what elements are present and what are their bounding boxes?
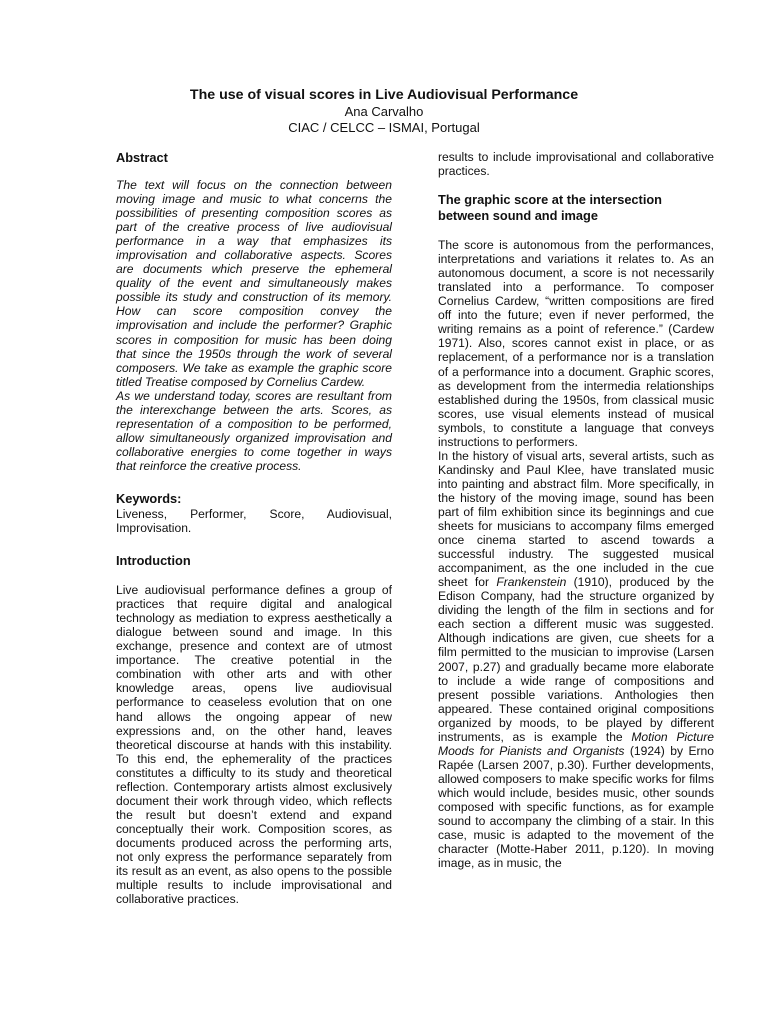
author-name: Ana Carvalho xyxy=(344,104,424,119)
graphic-score-paragraph-2 xyxy=(438,449,714,870)
paper-title: The use of visual scores in Live Audiovisual Performance xyxy=(189,87,579,103)
keywords-heading: Keywords: xyxy=(116,490,182,506)
abstract-heading: Abstract xyxy=(116,150,168,165)
paragraph-text: (1910), produced by the Edison Company, had the structure organized by dividing the length of the film in sections and for each section a different music was suggested. Although indications are given, cue sheets for a film permitted to the musician to improvise (Larsen 2007, p.27) and gradually became more elaborate to include a wide range of compositions and present possible variations. Anthologies then appeared. These contained original compositions organized by moods, to be played by different instruments, as is example the xyxy=(438,575,715,744)
continued-text: results to include improvisational and collaborative practices. xyxy=(438,150,714,179)
graphic-score-heading: The graphic score at the intersection between sound and image xyxy=(438,192,663,224)
introduction-paragraph: Live audiovisual performance defines a group of practices that require digital and analogical technology as mediation to express aesthetically a dialogue between sound and image. In this exchange, presence and context are of utmost importance. The creative potential in the combination with other arts and with other knowledge areas, opens live audiovisual performance to ceaseless evolution that on one hand allows the ongoing appear of new expressions and, on the other hand, leaves theoretical discourse at hands with this instability. To this end, the ephemerality of the practices constitutes a difficulty to its study and theoretical reflection. Contemporary artists almost exclusively document their work through video, which reflects the result but doesn’t extend and expand conceptually their work. Composition scores, as documents produced across the performing arts, not only express the performance separately from its result as an event, as also opens to the possible multiple results to include improvisational and collaborative practices. xyxy=(116,583,392,907)
author-affiliation: CIAC / CELCC – ISMAI, Portugal xyxy=(288,120,480,135)
abstract-paragraph-2: As we understand today, scores are resultant from the interexchange between the arts. Scores, as representation of a composition to be performed, allow simultaneously organized improvisation and collaborative energies to come together in ways that reinforce the creative process. xyxy=(116,388,392,473)
book-title-motion-picture-moods: Motion Picture Moods for Pianists and Organists xyxy=(438,729,714,758)
right-column xyxy=(438,150,714,870)
left-column xyxy=(116,150,392,906)
introduction-heading: Introduction xyxy=(116,553,191,569)
abstract-paragraph-1: The text will focus on the connection between moving image and music to what concerns the possibilities of presenting composition scores as part of the creative process of live audiovisual performance in a way that emphasizes its improvisation and collaborative aspects. Scores are documents which preserve the ephemeral quality of the event and simultaneously makes possible its study and construction of its memory. How can score composition convey the improvisation and include the performer? Graphic scores in composition for music has been doing that since the 1950s through the work of several composers. We take as example the graphic score titled Treatise composed by Cornelius Cardew. xyxy=(116,178,392,389)
paragraph-text: (1924) by Erno Rapée (Larsen 2007, p.30). Further developments, allowed composers to make specific works for films which would include, besides music, other sounds composed with specific functions, as for example sound to accompany the climbing of a stair. In this case, music is adapted to the movement of the character (Motte-Haber 2011, p.120). In moving image, as in music, the xyxy=(438,743,714,871)
graphic-score-paragraph-1: The score is autonomous from the performances, interpretations and variations it relates to. As an autonomous document, a score is not necessarily translated into a performance. To composer Cornelius Cardew, “written compositions are fired off into the future; even if never performed, the writing remains as a point of reference.” (Cardew 1971). Also, scores cannot exist in place, or as replacement, of a performance nor is a translation of a performance into a document. Graphic scores, as development from the intermedia relationships established during the 1950s, from classical music scores, use visual elements instead of musical symbols, to constitute a language that conveys instructions to performers. xyxy=(438,238,714,449)
paragraph-text: In the history of visual arts, several artists, such as Kandinsky and Paul Klee, have translated music into painting and abstract film. More specifically, in the history of the moving image, sound has been part of film exhibition since its beginnings and cue sheets for musicians to accompany films emerged once cinema started to ascend towards a successful industry. The suggested musical accompaniment, as the one included in the cue sheet for xyxy=(438,448,714,590)
keywords-text: Liveness, Performer, Score, Audiovisual, Improvisation. xyxy=(116,506,392,536)
film-title-frankenstein: Frankenstein xyxy=(496,575,567,590)
